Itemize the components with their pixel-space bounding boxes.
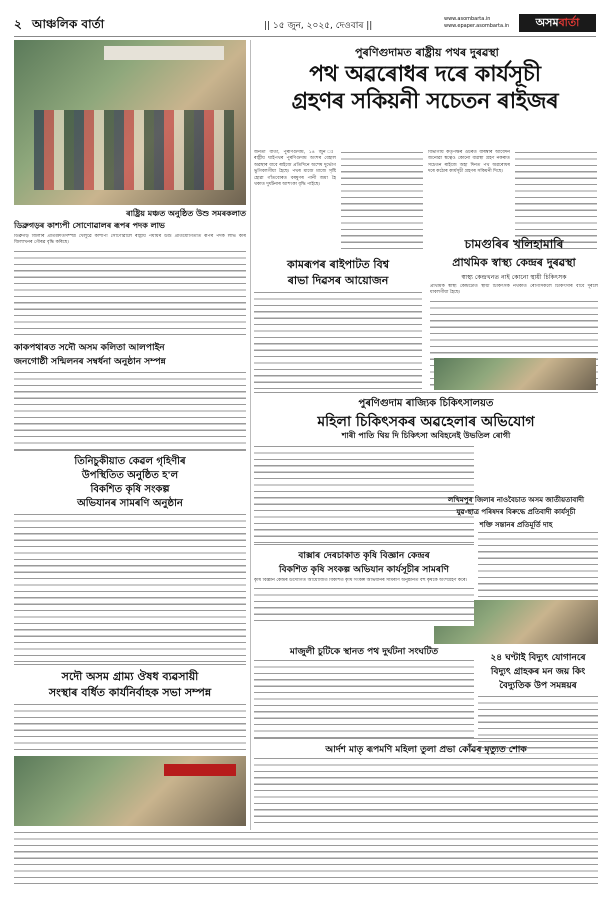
divider bbox=[14, 334, 246, 335]
story-obit-body bbox=[254, 756, 598, 826]
newspaper-logo bbox=[519, 14, 596, 32]
story-hospital-sub: শাৰী পাতি থিয় দি চিকিৎসা অবিহনেই উভতিল ৰোগী bbox=[341, 431, 511, 440]
story-phc-sub: স্বাস্থ্য কেন্দ্ৰখনত নাই কোনো স্থায়ী চিকিৎসক bbox=[461, 274, 567, 281]
section-name: আঞ্চলিক বাৰ্তা bbox=[32, 17, 105, 31]
story-wushu-title-1: ৰাষ্ট্ৰিয় মঞ্চত অনুষ্ঠিত উশু সমৰকলাত bbox=[126, 209, 246, 218]
lead-headline-1: পথ অৱৰোধৰ দৰে কাৰ্যসূচী bbox=[309, 62, 541, 87]
website-link[interactable]: www.asombarta.in bbox=[444, 16, 491, 22]
story-rabha-title-2: ৰাভা দিৱসৰ আয়োজন bbox=[287, 274, 389, 287]
story-majuli-body bbox=[254, 658, 474, 738]
story-tinsukia-title-2: উপস্থিতিত অনুষ্ঠিত হ'ল bbox=[81, 470, 179, 481]
story-wushu-title-2: ডিব্ৰুগড়ৰ কাশ্যপী সোণোৱালৰ ৰূপৰ পদক লাভ bbox=[14, 221, 165, 230]
masthead bbox=[14, 14, 596, 37]
story-tinsukia-title-4: অভিযানৰ সামৰণি অনুষ্ঠান bbox=[77, 498, 183, 509]
story-kvk-title-2: বিকশিত কৃষি সংকল্প অভিযান কাৰ্যসূচীৰ সামৰণি bbox=[279, 565, 449, 575]
story-power-title-3: বৈদ্যুতিক উপ সমন্নয়ৰ bbox=[499, 681, 577, 691]
divider bbox=[14, 450, 246, 451]
story-tinsukia-title-1: তিনিচুকীয়াত কেৱল গৃহিণীৰ bbox=[74, 456, 186, 467]
story-lakhimpur-title-1: লখিমপুৰ জিলাৰ নাওবৈচাত অসম জাতীয়তাবাদী bbox=[448, 496, 584, 504]
story-hospital-title-2: মহিলা চিকিৎসকৰ অৱহেলাৰ অভিযোগ bbox=[317, 414, 535, 430]
logo-main: অসম bbox=[535, 16, 559, 29]
footer-body bbox=[14, 830, 598, 884]
lead-photo bbox=[14, 40, 246, 205]
story-rabha-body bbox=[254, 290, 422, 390]
story-pharma-body bbox=[14, 702, 246, 752]
story-tinsukia-body bbox=[14, 512, 246, 662]
lead-body-col2 bbox=[341, 150, 423, 250]
story-phc-body: প্ৰাথমিক স্বাস্থ্য কেন্দ্ৰটোত স্থায়ী চিকিৎসক নথকাত ৰোগীসকলে চিকিৎসাৰ বাবে দূৰলৈ যাবলগীয়া হৈছে। bbox=[430, 284, 598, 390]
lead-headline-2: গ্ৰহণৰ সকিয়নী সচেতন ৰাইজৰ bbox=[291, 89, 559, 114]
story-kalita-title-1: কাকপথাৰত সদৌ অসম কলিতা আলপাইন bbox=[14, 343, 165, 353]
story-kvk-title-1: বাক্সাৰ দেৰচাকাত কৃষি বিজ্ঞান কেন্দ্ৰৰ bbox=[298, 551, 430, 561]
story-kalita-title-2: জনগোষ্ঠী সন্মিলনৰ সম্বৰ্ধনা অনুষ্ঠান সম্পন্ন bbox=[14, 357, 166, 367]
website-links bbox=[444, 16, 509, 30]
lead-body-col1: জনতা বাৰ্তা, পুৰণিগুদাম, ১৪ জুন ঃ ৰাষ্ট্ৰীয় ঘাইপথৰ পুৰণিগুদাম অংশৰ বেহাল অৱস্থাৰ বাবে ৰাইজে প্ৰতিদিনে অশেষ দুৰ্ভোগ ভুগিবলগীয়া হৈছে। পথৰ মাজে মাজে সৃষ্টি হোৱা গাঁতবোৰত বৰষুণৰ পানী জমা হৈ থকাত দুৰ্ঘটনাৰ আশংকা বৃদ্ধি পাইছে। bbox=[254, 150, 336, 188]
story-power-title-2: বিদ্যুৎ গ্ৰাহকৰ মন জয় কিং bbox=[490, 667, 586, 677]
lead-body-col3: বিভাগীয় কৰ্তৃপক্ষৰ ওচৰত বাৰম্বাৰ আবেদন জনোৱা স্বত্বেও কোনো ব্যৱস্থা গ্ৰহণ নকৰাত সচেতন ৰাইজে অহা দিনত পথ অৱৰোধৰ দৰে কঠোৰ কাৰ্যসূচী গ্ৰহণৰ সকিয়নী দিছে। bbox=[428, 150, 510, 175]
divider bbox=[250, 40, 251, 830]
story-rabha-title-1: কামৰূপৰ ৰাইপাটত বিশ্ব bbox=[287, 258, 389, 271]
building-sign bbox=[104, 46, 224, 60]
story-kvk-body: কৃষি বিজ্ঞান কেন্দ্ৰৰ উদ্যোগত আয়োজিত বিকশিত কৃষি সংকল্প অভিযানৰ সামৰণি অনুষ্ঠানত বহু কৃষকে অংশগ্ৰহণ কৰে। bbox=[254, 578, 474, 638]
logo-accent: বাৰ্তা bbox=[558, 16, 580, 29]
banner bbox=[164, 764, 236, 776]
story-phc-title-1: চামগুৰিৰ খলিহামাৰি bbox=[464, 237, 564, 251]
story-phc-title-2: প্ৰাথমিক স্বাস্থ্য কেন্দ্ৰৰ দুৰৱস্থা bbox=[452, 256, 576, 269]
story-pharma-title-2: সংস্থাৰ বৰ্ধিত কাৰ্যনিৰ্বাহক সভা সম্পন্ন bbox=[48, 686, 212, 699]
divider bbox=[254, 544, 474, 545]
dateline: || ১৫ জুন, ২০২৫, দেওবাৰ || bbox=[264, 21, 373, 31]
page-number: ২ bbox=[14, 17, 22, 31]
story-pharma-title-1: সদৌ অসম গ্ৰাম্য ঔষধ ব্যৱসায়ী bbox=[61, 670, 199, 683]
divider bbox=[14, 664, 246, 665]
story-lakhimpur-title-2: যুৱ-ছাত্ৰ পৰিষদৰ বিৰুদ্ধে প্ৰতিবাদী কাৰ্যসূচী bbox=[456, 508, 576, 516]
epaper-link[interactable]: www.epaper.asombarta.in bbox=[444, 23, 510, 29]
divider bbox=[254, 738, 598, 739]
story-kalita-body bbox=[14, 370, 246, 450]
lead-body-col4 bbox=[515, 150, 597, 250]
story-hospital-title-1: পুৰণিগুদাম ৰাজ্যিক চিকিৎসালয়ত bbox=[358, 398, 494, 409]
lead-kicker: পুৰণিগুদামত ৰাষ্ট্ৰীয় পথৰ দুৰৱস্থা bbox=[355, 46, 499, 59]
story-obit-title: আৰ্দশ মাতৃ ৰূপমণি মহিলা তুলা প্ৰভা কোঁৱৰ মৃত্যুত শোক bbox=[325, 745, 527, 755]
group-of-people bbox=[34, 110, 234, 190]
story-hospital-photo bbox=[434, 358, 596, 390]
divider bbox=[254, 392, 598, 393]
story-lakhimpur-sub: শক্তি সন্তানৰ প্ৰতিমূৰ্তি দাহ bbox=[479, 521, 553, 529]
story-wushu-body: ডিব্ৰুগড় জিলাৰ প্ৰতিশ্ৰুতিসম্পন্ন খেলুৱৈ কাশ্যপী সোণোৱালে ৰাষ্ট্ৰীয় পৰ্যায়ৰ উশু প্ৰতিযোগিতাত ৰূপৰ পদক লাভ কৰি জিলাখনৰ গৌৰৱ বৃদ্ধি কৰিছে। bbox=[14, 234, 246, 334]
story-tinsukia-title-3: বিকশিত কৃষি সংকল্প bbox=[90, 484, 170, 495]
story-majuli-title: মাজুলী চুটিকে স্থানত পথ দুৰ্ঘটনা সংঘটিত bbox=[289, 647, 439, 657]
story-power-title-1: ২৪ ঘণ্টাই বিদ্যুৎ যোগানৰে bbox=[490, 653, 586, 663]
story-lakhimpur-body bbox=[478, 530, 598, 600]
story-pharma-photo bbox=[14, 756, 246, 826]
